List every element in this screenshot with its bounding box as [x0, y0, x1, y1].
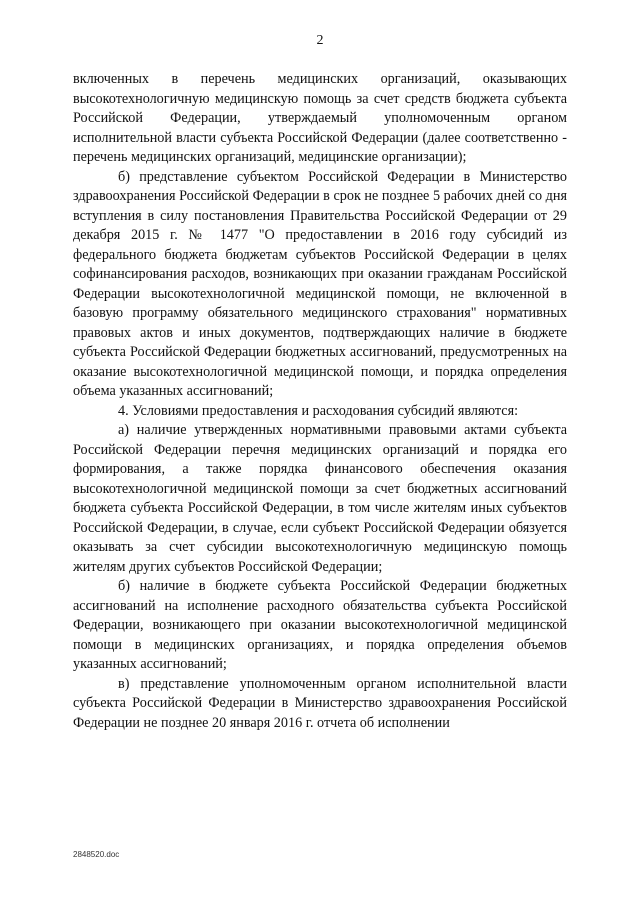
paragraph-item-a: а) наличие утвержденных нормативными правовыми актами субъекта Российской Федерации перечня медицинских организаций и порядка его формирования, а также порядка финансового обеспечения оказания высокотехнологичной медицинской помощи за счет бюджетных ассигнований бюджета субъекта Российской Федерации, в том числе жителям иных субъектов Российской Федерации, в случае, если субъект Российской Федерации обязуется оказывать за счет субсидии высокотехнологичную медицинскую помощь жителям других субъектов Российской Федерации; [73, 422, 567, 575]
page-number: 2 [316, 33, 324, 48]
document-body [73, 70, 567, 733]
paragraph-item-b: б) представление субъектом Российской Федерации в Министерство здравоохранения Российской Федерации в срок не позднее 5 рабочих дней со дня вступления в силу постановления Правительства Российской Федерации от 29 декабря 2015 г. № 1477 "О предоставлении в 2016 году субсидий из федерального бюджета бюджетам субъектов Российской Федерации в целях софинансирования расходов, возникающих при оказании гражданам Российской Федерации высокотехнологичной медицинской помощи, не включенной в базовую программу обязательного медицинского страхования" нормативных правовых актов и иных документов, подтверждающих наличие в бюджете субъекта Российской Федерации бюджетных ассигнований, предусмотренных на оказание высокотехнологичной медицинской помощи, и порядка определения объема указанных ассигнований; [73, 168, 567, 399]
paragraph-section-4: 4. Условиями предоставления и расходования субсидий являются: [118, 402, 519, 419]
paragraph-continuation: включенных в перечень медицинских организаций, оказывающих высокотехнологичную медицинскую помощь за счет средств бюджета субъекта Российской Федерации, утверждаемый уполномоченным органом исполнительной власти субъекта Российской Федерации (далее соответственно - перечень медицинских организаций, медицинские организации); [73, 71, 567, 165]
paragraph-item-b-2: б) наличие в бюджете субъекта Российской Федерации бюджетных ассигнований на исполнение расходного обязательства субъекта Российской Федерации, возникающего при оказании высокотехнологичной медицинской помощи в медицинских организациях, и порядка определения объемов указанных ассигнований; [73, 578, 567, 672]
paragraph-item-v: в) представление уполномоченным органом исполнительной власти субъекта Российской Федерации в Министерство здравоохранения Российской Федерации не позднее 20 января 2016 г. отчета об исполнении [73, 675, 567, 731]
footer-filename: 2848520.doc [73, 850, 120, 859]
